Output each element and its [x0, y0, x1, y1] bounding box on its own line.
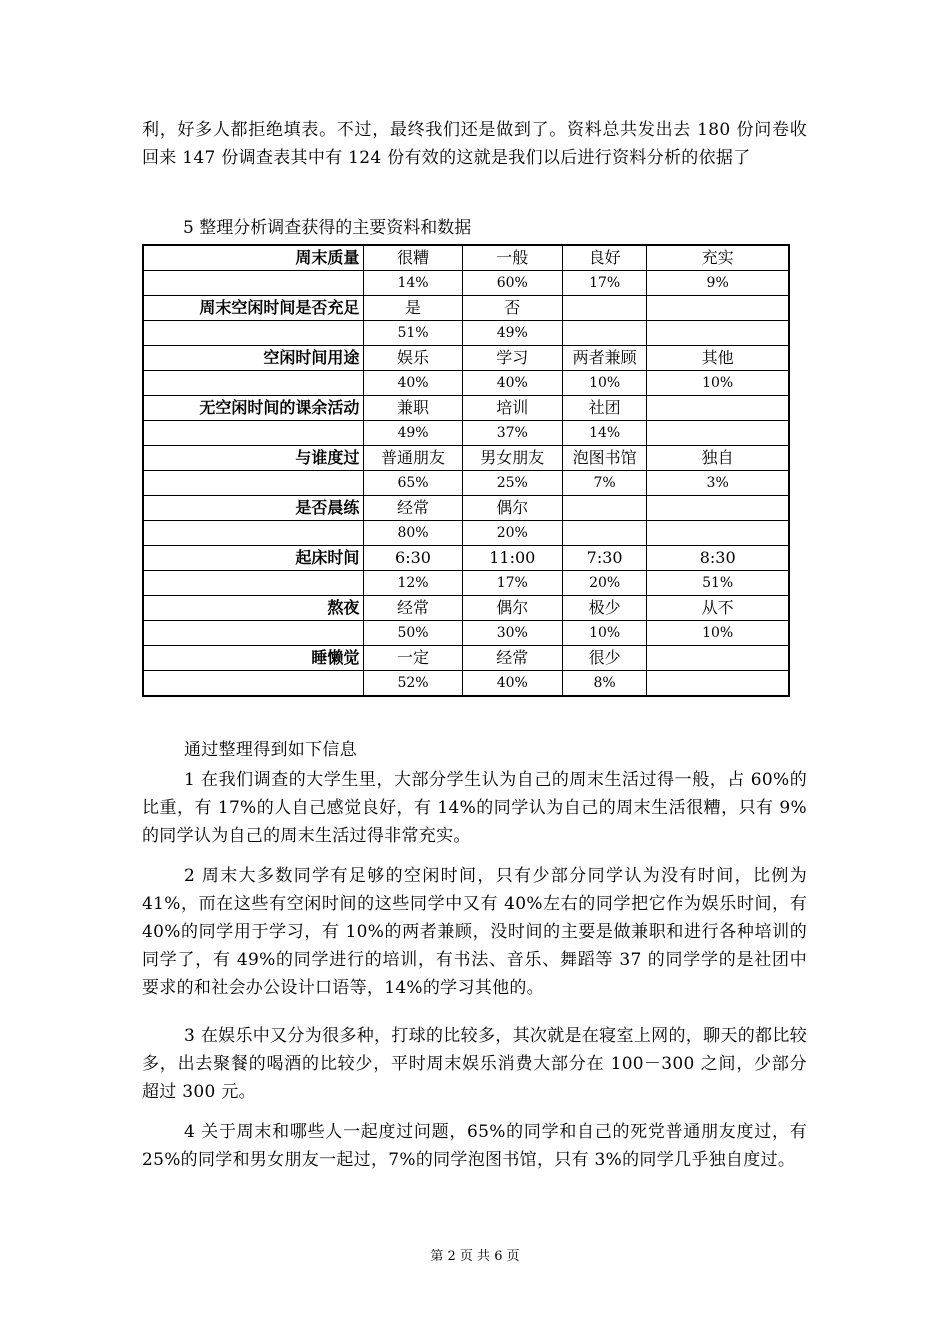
- summary-paragraph-2: 2 周末大多数同学有足够的空闲时间，只有少部分同学认为没有时间，比例为 41%，而在这些有空闲时间的这些同学中又有 40%左右的同学把它作为娱乐时间，有 40%的同学用于学习，有 10%的两者兼顾，没时间的主要是做兼职和进行各种培训的同学了，有 49%的同学进行的培训，有书法、音乐、舞蹈等 37 的同学学的是社团中要求的和社会办公设计口语等，14%的学习其他的。: [142, 866, 807, 998]
- percent-cell: 51%: [647, 571, 789, 596]
- option-cell: 其他: [647, 346, 789, 371]
- option-cell: 偶尔: [462, 496, 562, 521]
- percent-cell: 17%: [562, 271, 646, 296]
- option-cell: 学习: [462, 346, 562, 371]
- table-row: [143, 371, 789, 396]
- intro-paragraph: 利，好多人都拒绝填表。不过，最终我们还是做到了。资料总共发出去 180 份问卷收回来 147 份调查表其中有 124 份有效的这就是我们以后进行资料分析的依据了: [142, 120, 807, 168]
- empty-label-cell: [143, 571, 364, 596]
- option-cell: 娱乐: [364, 346, 462, 371]
- row-label: 睡懒觉: [143, 646, 364, 671]
- percent-cell: 40%: [462, 371, 562, 396]
- empty-label-cell: [143, 421, 364, 446]
- table-row: [143, 245, 789, 271]
- percent-cell: [562, 521, 646, 546]
- percent-cell: 20%: [562, 571, 646, 596]
- percent-cell: 14%: [364, 271, 462, 296]
- table-row: [143, 521, 789, 546]
- percent-cell: 52%: [364, 671, 462, 697]
- row-label: 周末空闲时间是否充足: [143, 296, 364, 321]
- row-label: 与谁度过: [143, 446, 364, 471]
- table-row: [143, 671, 789, 697]
- percent-cell: [647, 321, 789, 346]
- table-row: [143, 571, 789, 596]
- empty-label-cell: [143, 621, 364, 646]
- percent-cell: 60%: [462, 271, 562, 296]
- percent-cell: 49%: [364, 421, 462, 446]
- option-cell: 极少: [562, 596, 646, 621]
- row-label: 无空闲时间的课余活动: [143, 396, 364, 421]
- option-cell: [647, 296, 789, 321]
- percent-cell: 51%: [364, 321, 462, 346]
- empty-label-cell: [143, 671, 364, 697]
- percent-cell: 10%: [562, 371, 646, 396]
- option-cell: [647, 646, 789, 671]
- option-cell: 培训: [462, 396, 562, 421]
- row-label: 是否晨练: [143, 496, 364, 521]
- percent-cell: 65%: [364, 471, 462, 496]
- empty-label-cell: [143, 321, 364, 346]
- percent-cell: 17%: [462, 571, 562, 596]
- table-row: [143, 321, 789, 346]
- row-label: 熬夜: [143, 596, 364, 621]
- table-row: [143, 646, 789, 671]
- option-cell: 11:00: [462, 546, 562, 571]
- percent-cell: [647, 421, 789, 446]
- option-cell: 充实: [647, 245, 789, 271]
- percent-cell: 8%: [562, 671, 646, 697]
- option-cell: 是: [364, 296, 462, 321]
- table-row: [143, 421, 789, 446]
- percent-cell: [562, 321, 646, 346]
- option-cell: 否: [462, 296, 562, 321]
- table-row: [143, 471, 789, 496]
- survey-table: [142, 244, 790, 697]
- percent-cell: 37%: [462, 421, 562, 446]
- option-cell: [647, 496, 789, 521]
- summary-paragraph-1: 1 在我们调查的大学生里，大部分学生认为自己的周末生活过得一般，占 60%的比重，有 17%的人自己感觉良好，有 14%的同学认为自己的周末生活很糟，只有 9%的同学认为自己的周末生活过得非常充实。: [142, 770, 807, 846]
- percent-cell: 30%: [462, 621, 562, 646]
- option-cell: 普通朋友: [364, 446, 462, 471]
- summary-heading: 通过整理得到如下信息: [184, 740, 357, 760]
- summary-paragraph-4: 4 关于周末和哪些人一起度过问题，65%的同学和自己的死党普通朋友度过，有 25%的同学和男女朋友一起过，7%的同学泡图书馆，只有 3%的同学几乎独自度过。: [142, 1122, 807, 1170]
- percent-cell: 20%: [462, 521, 562, 546]
- option-cell: 8:30: [647, 546, 789, 571]
- option-cell: 一般: [462, 245, 562, 271]
- option-cell: 6:30: [364, 546, 462, 571]
- option-cell: [562, 496, 646, 521]
- empty-label-cell: [143, 471, 364, 496]
- option-cell: 偶尔: [462, 596, 562, 621]
- option-cell: 从不: [647, 596, 789, 621]
- percent-cell: 12%: [364, 571, 462, 596]
- percent-cell: 40%: [364, 371, 462, 396]
- option-cell: 两者兼顾: [562, 346, 646, 371]
- table-row: [143, 546, 789, 571]
- option-cell: 泡图书馆: [562, 446, 646, 471]
- percent-cell: 10%: [647, 621, 789, 646]
- option-cell: 独自: [647, 446, 789, 471]
- table-row: [143, 396, 789, 421]
- percent-cell: 7%: [562, 471, 646, 496]
- percent-cell: 14%: [562, 421, 646, 446]
- empty-label-cell: [143, 271, 364, 296]
- option-cell: 兼职: [364, 396, 462, 421]
- option-cell: 很少: [562, 646, 646, 671]
- percent-cell: 9%: [647, 271, 789, 296]
- empty-label-cell: [143, 521, 364, 546]
- percent-cell: 49%: [462, 321, 562, 346]
- option-cell: 良好: [562, 245, 646, 271]
- page-footer: 第 2 页 共 6 页: [430, 1249, 520, 1264]
- option-cell: 经常: [364, 496, 462, 521]
- option-cell: 很糟: [364, 245, 462, 271]
- table-row: [143, 446, 789, 471]
- table-row: [143, 346, 789, 371]
- percent-cell: 80%: [364, 521, 462, 546]
- percent-cell: 3%: [647, 471, 789, 496]
- percent-cell: 50%: [364, 621, 462, 646]
- option-cell: 社团: [562, 396, 646, 421]
- row-label: 空闲时间用途: [143, 346, 364, 371]
- percent-cell: [647, 521, 789, 546]
- row-label: 周末质量: [143, 245, 364, 271]
- table-row: [143, 296, 789, 321]
- option-cell: 7:30: [562, 546, 646, 571]
- percent-cell: 40%: [462, 671, 562, 697]
- summary-paragraph-3: 3 在娱乐中又分为很多种，打球的比较多，其次就是在寝室上网的，聊天的都比较多，出去聚餐的喝酒的比较少，平时周末娱乐消费大部分在 100－300 之间，少部分超过 300 元。: [142, 1026, 807, 1102]
- empty-label-cell: [143, 371, 364, 396]
- table-caption: 5 整理分析调查获得的主要资料和数据: [183, 218, 472, 238]
- option-cell: 经常: [462, 646, 562, 671]
- row-label: 起床时间: [143, 546, 364, 571]
- option-cell: 经常: [364, 596, 462, 621]
- table-row: [143, 496, 789, 521]
- percent-cell: 10%: [562, 621, 646, 646]
- table-row: [143, 596, 789, 621]
- percent-cell: 10%: [647, 371, 789, 396]
- option-cell: [647, 396, 789, 421]
- option-cell: 一定: [364, 646, 462, 671]
- table-row: [143, 621, 789, 646]
- option-cell: 男女朋友: [462, 446, 562, 471]
- table-row: [143, 271, 789, 296]
- percent-cell: 25%: [462, 471, 562, 496]
- percent-cell: [647, 671, 789, 697]
- option-cell: [562, 296, 646, 321]
